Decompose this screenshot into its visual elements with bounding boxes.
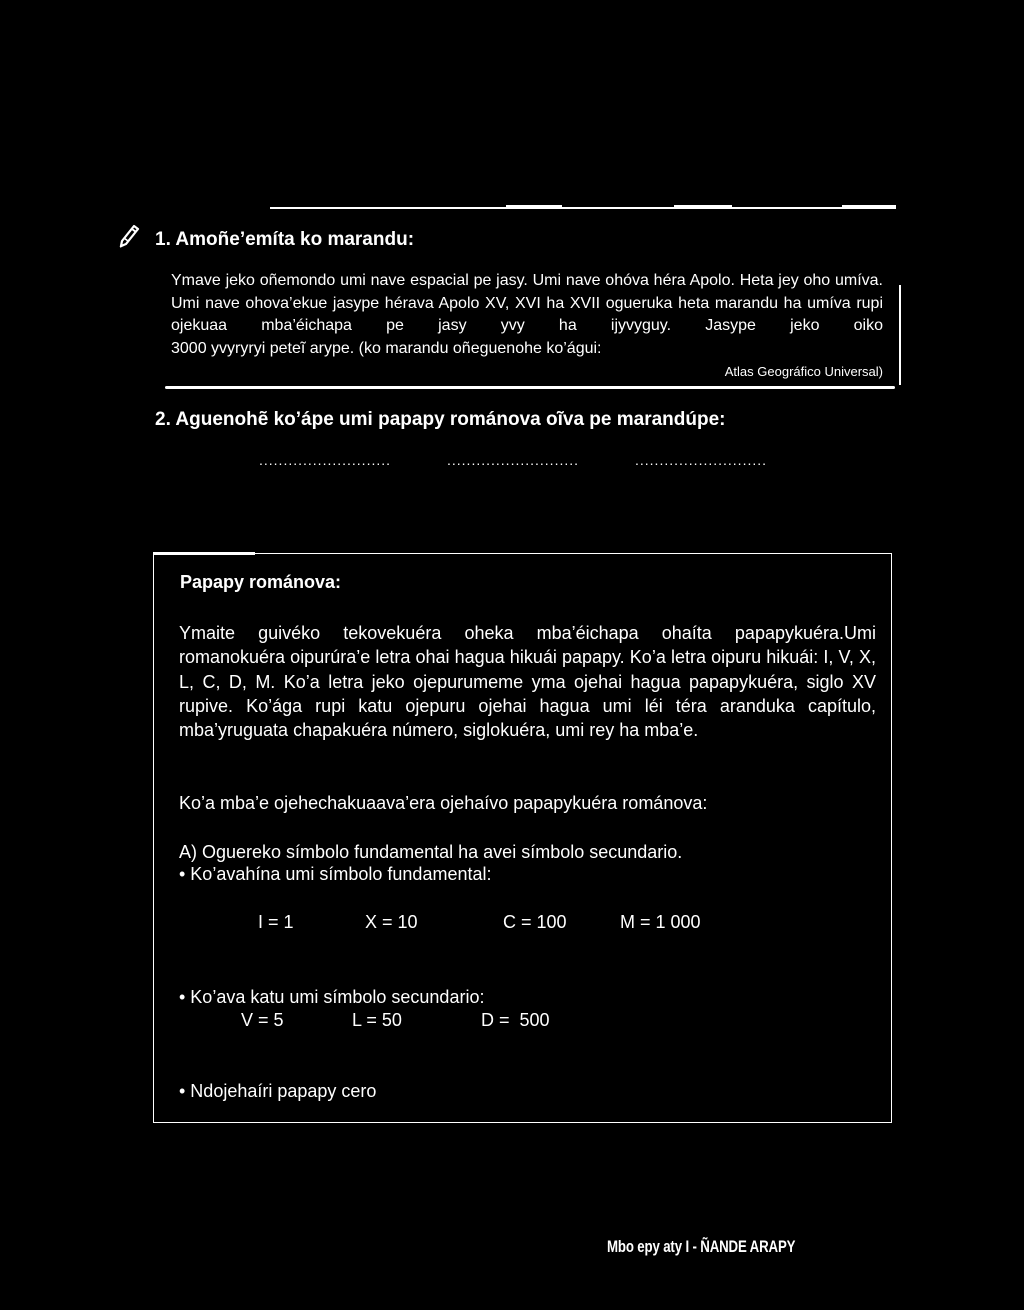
box1-right-border [899, 285, 901, 385]
box1-bottom-border [165, 386, 895, 389]
top-rule-accent [842, 205, 896, 209]
box-point-a: A) Oguereko símbolo fundamental ha avei símbolo secundario. [179, 842, 683, 862]
section1-source: Atlas Geográfico Universal) [724, 364, 883, 379]
section1-heading: 1. Amoñe’emíta ko marandu: [155, 229, 415, 250]
top-rule-accent [674, 205, 732, 209]
bullet-fundamental: • Ko’avahína umi símbolo fundamental: [179, 864, 492, 884]
answer-blank-2[interactable]: ........................... [447, 452, 580, 468]
box-paragraph: Ymaite guivéko tekovekuéra oheka mba’éichapa ohaíta papapykuéra.Umi romanokuéra oipurúra’e letra ohai hagua hikuái papapy. Ko’a letra oipuru hikuái: I, V, X, L, C, D, M. Ko’a letra jeko ojepurumeme yma ojehai hagua papapykuéra, siglo XV rupive. Ko’ága rupi katu ojepuru ojehai hagua umi léi téra aranduka capítulo, mba’yruguata chapakuéra número, siglokuéra, umi rey ha mba’e. [179, 623, 876, 741]
top-rule-accent [506, 205, 562, 209]
section1-paragraph-text: Ymave jeko oñemondo umi nave espacial pe jasy. Umi nave ohóva héra Apolo. Heta jey oho umíva. Umi nave ohova’ekue jasype hérava Apolo XV, XVI ha XVII ogueruka heta marandu ha umíva rupi ojekuaa mba’éichapa pe jasy yvy ha ijyvyguy. Jasype jeko oiko [171, 272, 883, 334]
section1-paragraph [171, 270, 883, 360]
secondary-symbol: D = 500 [481, 1010, 550, 1030]
section2-heading: 2. Aguenohẽ ko’ápe umi papapy románova oĩva pe marandúpe: [155, 409, 726, 430]
box-top-accent [153, 552, 255, 555]
bullet-secondary: • Ko’ava katu umi símbolo secundario: [179, 987, 485, 1007]
fundamental-symbol: I = 1 [258, 912, 294, 932]
bullet-zero: • Ndojehaíri papapy cero [179, 1081, 377, 1101]
section1-paragraph-last: 3000 yvyryryi peteĩ arype. (ko marandu oñeguenohe ko’águi: [171, 339, 602, 357]
fundamental-symbol: X = 10 [365, 912, 418, 932]
box-intro: Ko’a mba’e ojehechakuaava’era ojehaívo papapykuéra románova: [179, 793, 708, 813]
answer-blank-1[interactable]: ........................... [259, 452, 392, 468]
footer-title: Mbo epy aty I - ÑANDE ARAPY [607, 1237, 796, 1256]
answer-blank-3[interactable]: ........................... [635, 452, 768, 468]
secondary-symbol: V = 5 [241, 1010, 284, 1030]
fundamental-symbol: M = 1 000 [620, 912, 701, 932]
secondary-symbol: L = 50 [352, 1010, 402, 1030]
box-title: Papapy románova: [180, 572, 342, 592]
top-rule [270, 207, 896, 209]
pencil-icon [118, 224, 140, 248]
fundamental-symbol: C = 100 [503, 912, 567, 932]
